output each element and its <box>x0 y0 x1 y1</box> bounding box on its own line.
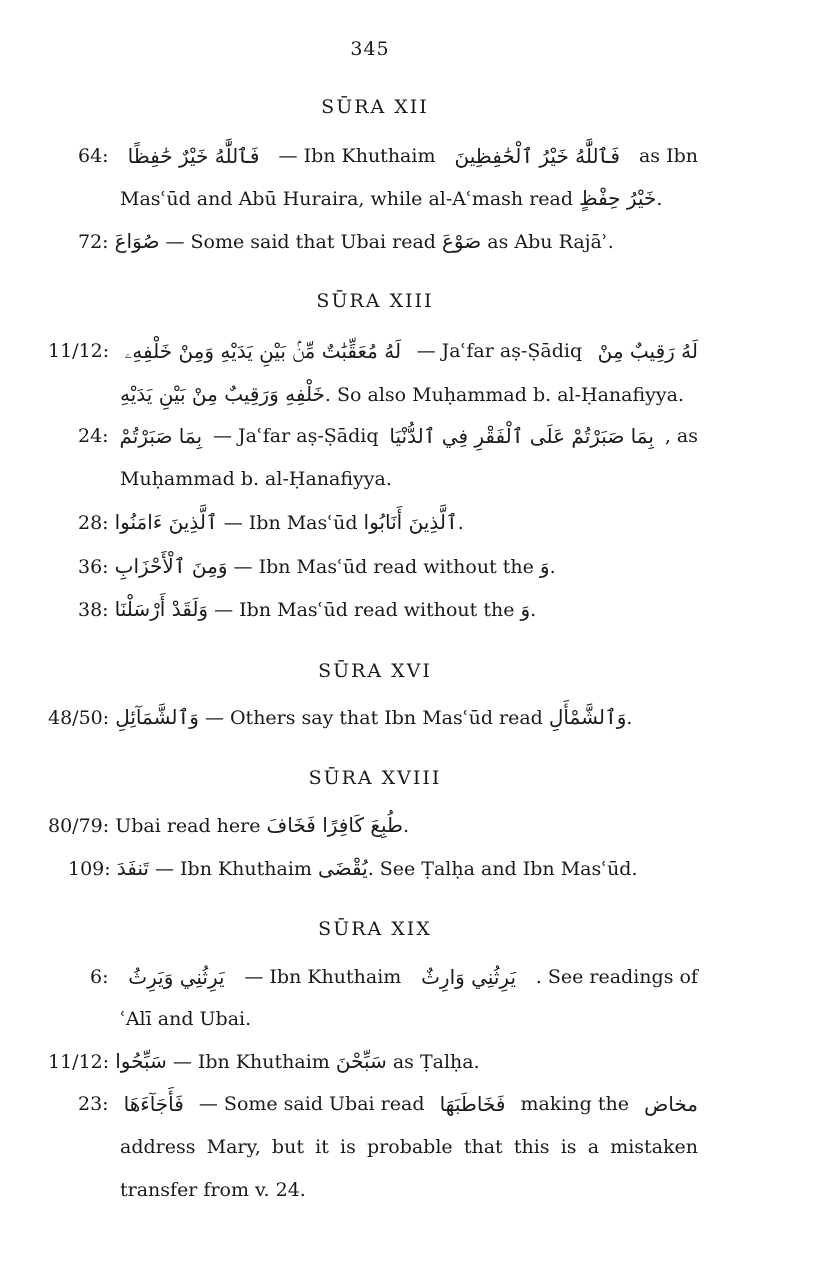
verse-number: 38: <box>78 599 109 621</box>
arabic-text: فَٱللَّٰهُ خَيْرُ ٱلْحَٰفِظِينَ <box>454 144 620 168</box>
verse-number: 72: <box>78 231 109 253</box>
entry-s18-80 <box>48 804 409 847</box>
punctuation: . <box>549 556 556 578</box>
arabic-text: فَأَجَآءَهَا <box>123 1092 184 1116</box>
arabic-text: تَنفَدَ <box>116 856 149 880</box>
commentary-text: making the <box>520 1093 629 1115</box>
punctuation: . <box>530 599 537 621</box>
arabic-text: صَوْعَ <box>442 229 482 253</box>
entry-s19-23-cont <box>120 1126 698 1168</box>
page-number: 345 <box>350 38 390 60</box>
verse-number: 64: <box>78 145 109 167</box>
arabic-text: لَهُ رَقِيبٌ مِنْ <box>597 339 698 363</box>
commentary-text: — Some said that Ubai read <box>165 231 436 253</box>
commentary-text: — Ibn Khuthaim <box>244 966 402 988</box>
verse-number: 80/79: <box>48 815 110 837</box>
commentary-text: . See readings of <box>535 966 698 988</box>
entry-s16-48 <box>48 696 632 739</box>
verse-number: 28: <box>78 512 109 534</box>
verse-number: 36: <box>78 556 109 578</box>
commentary-text: — Jaʿfar aṣ-Ṣādiq <box>212 425 379 447</box>
entry-s12-72 <box>78 220 614 263</box>
entry-s13-38 <box>78 588 536 631</box>
commentary-text: — Ibn Khuthaim <box>154 858 312 880</box>
arabic-text: ٱلَّذِينَ ءَامَنُوا <box>114 510 218 534</box>
commentary-text: address Mary, but it is probable that this is a mistaken <box>120 1136 698 1158</box>
entry-s12-64-cont <box>120 177 662 220</box>
entry-s13-24 <box>78 415 698 457</box>
entry-s19-6 <box>90 956 698 998</box>
arabic-text: سَبِّحُوا <box>115 1049 167 1073</box>
arabic-text: وَٱلشَّمَآئِلِ <box>115 705 199 729</box>
entry-s13-36 <box>78 545 556 588</box>
arabic-text: وَلَقَدْ أَرْسَلْنَا <box>114 597 209 621</box>
commentary-text: — Others say that Ibn Masʿūd read <box>204 707 543 729</box>
arabic-text: يَرِثُنِي وَارِثٌ <box>421 965 517 989</box>
commentary-text: — Jaʿfar aṣ-Ṣādiq <box>416 340 583 362</box>
verse-number: 48/50: <box>48 707 110 729</box>
arabic-text: بِمَا صَبَرْتُمْ <box>119 424 203 448</box>
commentary-text: as Ibn <box>638 145 698 167</box>
entry-s13-28 <box>78 501 464 544</box>
arabic-text: طُبِعَ كَافِرًا فَخَافَ <box>266 813 403 837</box>
entry-s19-11 <box>48 1040 480 1083</box>
verse-number: 11/12: <box>48 1051 110 1073</box>
arabic-text: ٱلَّذِينَ أَنَابُوا <box>363 510 458 534</box>
sura-heading: SŪRA XVIII <box>308 767 442 789</box>
arabic-text: يَرِثُنِي وَيَرِثُ <box>128 965 225 989</box>
commentary-text: as Abu Rajāʾ. <box>487 231 614 253</box>
commentary-text: — Some said Ubai read <box>198 1093 425 1115</box>
entry-s19-6-cont <box>120 998 251 1040</box>
arabic-text: فَخَاطَبَهَا <box>439 1092 506 1116</box>
commentary-text: — Ibn Masʿūd read without the <box>233 556 534 578</box>
arabic-text: فَٱللَّٰهُ خَيْرٌ حَٰفِظًا <box>127 144 260 168</box>
sura-heading: SŪRA XVI <box>318 660 432 682</box>
entry-s13-24-cont <box>120 458 392 500</box>
verse-number: 6: <box>90 966 109 988</box>
entry-s13-11-cont <box>120 373 684 416</box>
arabic-text: لَهُ مُعَقِّبَٰتٌ مِّنۢ بَيْنِ يَدَيْهِ وَمِنْ خَلْفِهِۦ <box>124 339 402 363</box>
commentary-text: transfer from v. 24. <box>120 1179 306 1201</box>
verse-number: 11/12: <box>48 340 110 362</box>
punctuation: . <box>402 815 409 837</box>
punctuation: . <box>656 188 663 210</box>
arabic-text: وَ <box>520 597 531 621</box>
entry-s19-23-cont2 <box>120 1169 306 1211</box>
sura-heading: SŪRA XIX <box>318 918 432 940</box>
commentary-text: , as <box>664 425 698 447</box>
commentary-text: Ubai read here <box>115 815 261 837</box>
entry-s18-109 <box>68 847 638 890</box>
arabic-text: وَٱلشَّمْأَلِ <box>548 705 627 729</box>
commentary-text: — Ibn Khuthaim <box>172 1051 330 1073</box>
commentary-text: — Ibn Masʿūd read without the <box>214 599 515 621</box>
commentary-text: as Ṭalḥa. <box>392 1051 480 1073</box>
arabic-text: خَلْفِهِ وَرَقِيبٌ مِنْ بَيْنِ يَدَيْهِ <box>120 382 325 406</box>
entry-s12-64 <box>78 135 698 177</box>
arabic-text: صُوَاعَ <box>114 229 160 253</box>
commentary-text: — Ibn Masʿūd <box>223 512 358 534</box>
entry-s19-23 <box>78 1083 698 1125</box>
verse-number: 23: <box>78 1093 109 1115</box>
commentary-text: Masʿūd and Abū Huraira, while al-Aʿmash read <box>120 188 574 210</box>
arabic-text: بِمَا صَبَرْتُمْ عَلَى ٱلْفَقْرِ فِي ٱلدُّنْيَا <box>389 424 654 448</box>
commentary-text: — Ibn Khuthaim <box>278 145 436 167</box>
commentary-text: . So also Muḥammad b. al-Ḥanafiyya. <box>324 384 684 406</box>
sura-heading: SŪRA XIII <box>316 290 434 312</box>
arabic-text: سَبِّحْنَ <box>335 1049 387 1073</box>
arabic-text: وَ <box>539 554 550 578</box>
commentary-text: . See Ṭalḥa and Ibn Masʿūd. <box>367 858 638 880</box>
commentary-text: Muḥammad b. al-Ḥanafiyya. <box>120 468 392 490</box>
arabic-text: مخاض <box>644 1092 698 1116</box>
arabic-text: يُقْضَى <box>317 856 368 880</box>
entry-s13-11 <box>48 330 698 372</box>
punctuation: . <box>626 707 633 729</box>
verse-number: 24: <box>78 425 109 447</box>
verse-number: 109: <box>68 858 111 880</box>
sura-heading: SŪRA XII <box>321 96 429 118</box>
punctuation: . <box>457 512 464 534</box>
commentary-text: ʿAlī and Ubai. <box>120 1008 252 1030</box>
arabic-text: وَمِنَ ٱلْأَحْزَابِ <box>114 554 228 578</box>
arabic-text: خَيْرُ حِفْظٍ <box>579 186 657 210</box>
